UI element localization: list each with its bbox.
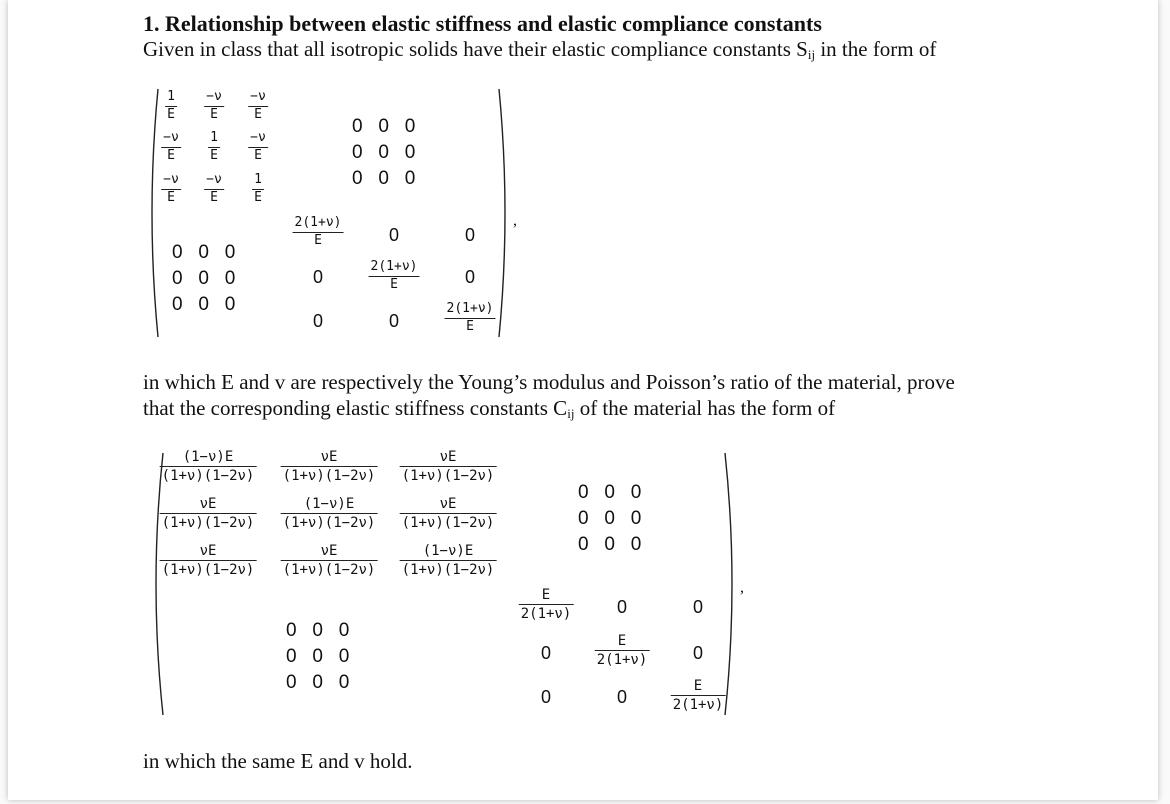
left-paren — [148, 452, 164, 716]
s23: −ν E — [250, 130, 266, 163]
c12: νE (1+ν)(1−2ν) — [282, 449, 376, 485]
c32: νE (1+ν)(1−2ν) — [282, 543, 376, 579]
s64: 0 — [312, 311, 324, 331]
c44: E 2(1+ν) — [520, 587, 572, 623]
s22: 1 E — [210, 130, 218, 163]
s33: 1 E — [254, 172, 262, 205]
c11: (1−ν)E (1+ν)(1−2ν) — [161, 449, 255, 485]
c23: νE (1+ν)(1−2ν) — [401, 496, 495, 532]
c64: 0 — [540, 687, 552, 707]
zero-block-lower-left: 0 0 0 0 0 0 0 0 0 — [172, 242, 236, 315]
s55: 2(1+ν) E — [370, 259, 418, 292]
s12: −ν E — [206, 89, 222, 122]
c45: 0 — [616, 597, 628, 617]
c65: 0 — [616, 687, 628, 707]
s11: 1 E — [167, 89, 175, 122]
c31: νE (1+ν)(1−2ν) — [161, 543, 255, 579]
s44: 2(1+ν) E — [294, 215, 342, 248]
c46: 0 — [692, 597, 704, 617]
prove-sentence-line2: that the corresponding elastic stiffness constants $C_{ij}$ of the material has the form of — [143, 396, 836, 421]
zero-block-lower-left: 0 0 0 0 0 0 0 0 0 — [286, 620, 350, 693]
c56: 0 — [692, 643, 704, 663]
s31: −ν E — [163, 172, 179, 205]
s32: −ν E — [206, 172, 222, 205]
s54: 0 — [312, 267, 324, 287]
c21: νE (1+ν)(1−2ν) — [161, 496, 255, 532]
trailing-comma: , — [740, 579, 744, 596]
c22: (1−ν)E (1+ν)(1−2ν) — [282, 496, 376, 532]
c33: (1−ν)E (1+ν)(1−2ν) — [401, 543, 495, 579]
intro-sentence: Given in class that all isotropic solids have their elastic compliance constants $S_{ij}$ in the form of — [143, 37, 937, 62]
s65: 0 — [388, 311, 400, 331]
c55: E 2(1+ν) — [596, 633, 648, 669]
c54: 0 — [540, 643, 552, 663]
prove-sentence-line1: in which E and v are respectively the Young’s modulus and Poisson’s ratio of the material, prove — [143, 370, 955, 394]
right-paren — [724, 452, 740, 716]
s45: 0 — [388, 225, 400, 245]
c13: νE (1+ν)(1−2ν) — [401, 449, 495, 485]
s46: 0 — [464, 225, 476, 245]
closing-sentence: in which the same E and v hold. — [143, 749, 413, 773]
section-heading: 1. Relationship between elastic stiffness and elastic compliance constants — [143, 11, 822, 36]
right-paren — [498, 88, 512, 338]
s21: −ν E — [163, 130, 179, 163]
s66: 2(1+ν) E — [446, 301, 494, 334]
trailing-comma: , — [513, 212, 517, 229]
s56: 0 — [464, 267, 476, 287]
c66: E 2(1+ν) — [672, 678, 724, 714]
s13: −ν E — [250, 89, 266, 122]
left-paren — [145, 88, 159, 338]
zero-block-upper-right: 0 0 0 0 0 0 0 0 0 — [578, 482, 642, 555]
zero-block-upper-right: 0 0 0 0 0 0 0 0 0 — [352, 116, 416, 189]
